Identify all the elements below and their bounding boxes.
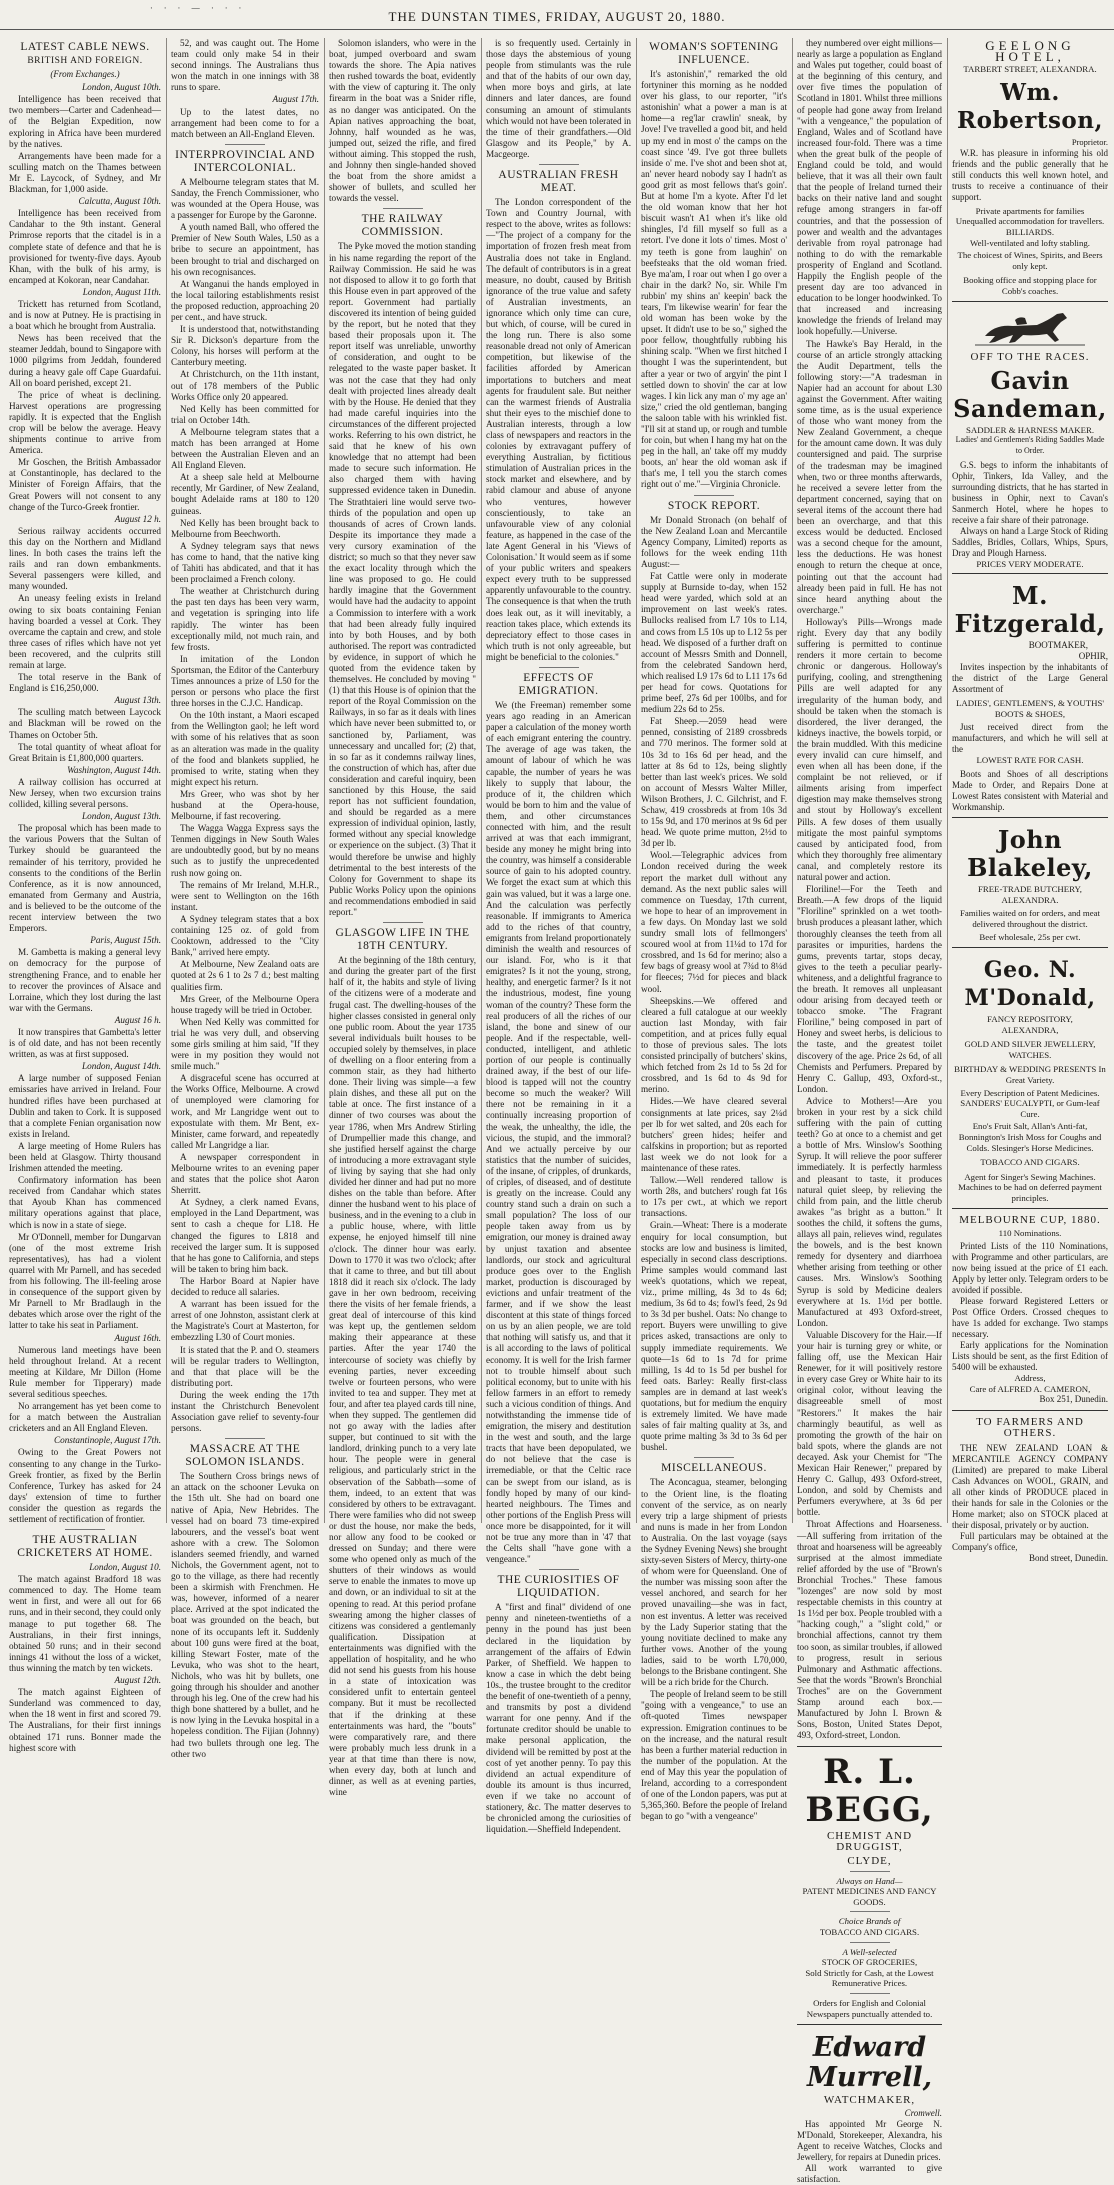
ad-fitzgerald-line: LOWEST RATE FOR CASH.: [976, 755, 1084, 766]
paragraph: The Harbor Board at Napier have decided to reduce all salaries.: [171, 1275, 319, 1298]
ad-murrell-text: Has appointed Mr George N. M'Donald, Storekeeper, Alexandra, his Agent to receive Watches, Clocks and Jewellery, for repairs at Dunedin prices.: [797, 2119, 942, 2163]
ad-races-head: OFF TO THE RACES.: [970, 350, 1090, 363]
dateline: August 16th.: [114, 1332, 161, 1343]
ad-begg-line: A Well-selected: [842, 1946, 897, 1957]
ad-farmers-head: TO FARMERS AND OTHERS.: [976, 1415, 1084, 1439]
ad-races: [952, 301, 1108, 363]
ad-geelong-line: Booking office and stopping place for Cobb's coaches.: [963, 275, 1097, 297]
ad-murrell-town: Cromwell.: [904, 2108, 942, 2119]
paragraph: Tallow.—Well rendered tallow is worth 28s, and butchers' rough fat 16s to 17s per cwt., at which we report transactions.: [641, 1175, 787, 1219]
ad-begg-name: R. L. BEGG,: [805, 1752, 934, 1831]
masthead: [0, 0, 1114, 30]
ad-geelong-line: Private apartments for families: [975, 205, 1085, 216]
paragraph: At Christchurch, on the 11th instant, out of 178 members of the Public Works Office only 20 appeared.: [171, 369, 319, 402]
paragraph: Valuable Discovery for the Hair.—If your hair is turning grey or white, or falling off, use the Mexican Hair Renewer, for it will positively restore in every case Grey or White hair to its original color, without leaving the disagreeable smell of most "Restorers." It makes the hair charmingly beautiful, as well as promoting the growth of the hair on bald spots, where the glands are not decayed. Ask your Chemist for "The Mexican Hair Renewer," prepared by Henry C. Gallup, 493 Oxford-street, London, and sold by Chemists and Perfumers everywhere, at 3s 6d per bottle.: [797, 1329, 942, 1518]
ad-geelong-line: Well-ventilated and lofty stabling.: [970, 237, 1090, 248]
ad-fitzgerald-line: Just received direct from the manufacturers, and which he will sell at the: [952, 722, 1108, 755]
ad-mcdonald-town: ALEXANDRA,: [1001, 1024, 1059, 1035]
paragraph: Confirmatory information has been received from Candahar which states that Ayoub Khan has commenced military operations against that place, which is now in a state of siege.: [9, 1175, 161, 1230]
dateline: Washington, August 14th.: [67, 764, 161, 775]
paragraph: The remains of Mr Ireland, M.H.R., were sent to Wellington on the 16th instant.: [171, 879, 319, 912]
column-rule: [792, 38, 793, 1523]
paragraph: Up to the latest dates, no arrangement had been come to for a match between an All-England Eleven.: [171, 106, 319, 139]
section-rule: [850, 1993, 890, 1994]
ad-cup-address: Address,: [1014, 1373, 1046, 1384]
ad-cup-text: Printed Lists of the 110 Nominations, with Programme and other particulars, are now being issued at the price of £1 each. Apply by letter only. Telegram orders to be avoided if possible.: [952, 1241, 1108, 1296]
ad-cup-address: Care of ALFRED A. CAMERON,: [969, 1383, 1091, 1394]
subhead-exchanges: (From Exchanges.): [50, 69, 120, 80]
paragraph: Owing to the Great Powers not consenting to any change in the Turko-Greek frontier, as fixed by the Berlin Conference, Turkey has asked for 24 days' extension of time to further consider the question as regards the settlement of rectification of frontier.: [9, 1447, 161, 1524]
column-rule: [481, 38, 482, 1523]
ad-blakeley-trade: FREE-TRADE BUTCHERY,: [978, 884, 1082, 895]
paragraph: When Ned Kelly was committed for trial he was very dull, and observing some girls smiling at him said, "If they were in my position they would not smile much.": [171, 1016, 319, 1072]
paragraph: A railway collision has occurred at New Jersey, when two excursion trains collided, killing several persons.: [9, 776, 161, 810]
ad-sandeman-name: Gavin Sandeman,: [953, 365, 1107, 423]
paragraph: Serious railway accidents occurred this day on the Northern and Midland lines. In both cases the trains left the rails and ran down embankments. Several passengers were killed, and many wounded.: [9, 525, 161, 592]
ad-mcdonald-trade: FANCY REPOSITORY,: [987, 1014, 1073, 1025]
column-3: [329, 38, 476, 1798]
section-rule: [539, 1569, 579, 1570]
paragraph: No arrangement has yet been come to for a match between the Australian cricketers and an All England Eleven.: [9, 1401, 161, 1434]
ad-fitzgerald-line: LADIES', GENTLEMEN'S, & YOUTHS' BOOTS & SHOES,: [956, 698, 1104, 719]
paragraph: The proposal which has been made to the various Powers that the Sultan of Turkey should be guaranteed the remainder of his territory, provided he consents to the conditions of the Berlin Conference, as it is now announced, emanated from Germany and Austria, and is believed to be the outcome of the recent interview between the two Emperors.: [9, 823, 161, 934]
ad-geelong-text: W.R. has pleasure in informing his old friends and the public generally that he still conducts this well known hotel, and trusts to receive a continuance of their support.: [952, 147, 1108, 202]
paragraph: At the beginning of the 18th century, and during the greater part of the first half of it, the habits and style of living of the citizens were of a moderate and frugal cast. The dwelling-houses of the higher classes consisted in general only one public room. About the year 1735 several individuals built houses to be occupied solely by themselves, in place of dwelling on a floor entering from a common stair, as they had hitherto done. Their living was simple—a few plain dishes, and these all put on the table at once. The first instance of a dinner of two courses was about the year 1786, when Mrs Andrew Stirling of Drumpellier made this change, and she justified herself against the charge of introducing a more extravagant style of living by saying that she had only divided her dinner and had put no more dishes on the table than before. After dinner the husband went to his place of business, and in the evening to a club in a public house, where, with little expense, he enjoyed himself till nine o'clock. The dinner hour was early. Down to 1770 it was two o'clock; after that it came to three, and but till about 1818 did it reach six o'clock. The lady gave in her own bedroom, receiving there the visits of her female friends, a great deal of intercourse of this kind was kept up, the gentlemen seldom making their appearance at these parties. After the year 1740 the intercourse of society was chiefly by evening parties, never exceeding twelve or fourteen persons, who were invited to tea and supper. They met at four, and after tea played cards till nine, when they supped. The gentlemen did not go away with the ladies after supper, but continued to sit with the landlord, drinking punch to a very late hour. The people were in general religious, and particularly strict in the observation of the Sabbath—some of them, indeed, to an extent that was considered by others to be extravagant. There were families who did not sweep or dust the house, nor make the beds, nor allow any food to be cooked or dressed on Sunday; and there were some who opened only as much of the shutters of their windows as would serve to enable the inmates to move up and down, or an individual to sit at the opening to read. At this period profane swearing among the higher classes of citizens was considered a gentlemanly qualification. Dissipation at entertainments was dignified with the appellation of hospitality, and he who did not send his guests from his house in a state of intoxication was considered unfit to entertain genteel company. But it must be recollected that if the drinking at these entertainments was hard, the "bouts" were comparatively rare, and there were probably much less drunk in a year at that time than there is now, when every day, both at lunch and dinner, as well as at evening parties, wine: [329, 955, 476, 1798]
ad-geelong-title: GEELONG HOTEL,: [985, 38, 1075, 65]
ad-nzloan-address: Bond street, Dunedin.: [1029, 1552, 1108, 1563]
ad-farmers: [952, 1410, 1108, 1564]
ad-fitzgerald-trade: BOOTMAKER,: [1028, 640, 1088, 651]
paragraph: It's astonishin'," remarked the old fortyniner this morning as he nodded over his glass, to our reporter, "it's astonishin' what a power a man is at home—a reg'lar crawlin' sneak, by Jove! I've travelled a good bit, and held up my end in most o' the camps on the coast since '49. I've got three bullets inside o' me. I've shot and been shot at, an' never heard nobody say I hadn't as good grit as most fellows that's goin'. But at home I'm a kyote. After I'd let the old woman know that her hot biscuit wasn't A1 when it's like old shingles, I'd fill myself so full as a retort. I've done it lots o' times. Most o' my teeth is gone from laughin' on beefsteaks that the old woman fried. Bye ma'am, I roar out when I go over a chair in the dark? No, sir. While I'm rubbin' my shins an' keepin' back the tears, I'm likewise wearin' for fear the old woman has been woke by the upset. It didn't use to be so," sighed the poor fellow, thoughtfully rubbing his shining scalp. "When we first hitched I thought I was the superintendent, but after a year or two of argyin' the pint I settled down to shovin' the car at low wages. I kin lick any man o' my age an' size," cried the old gentleman, banging the saloon table with his wrinkled fist. "I'll sit at stand up, or rough and tumble for coin, but when I hang my hat on the peg in the hall, an' take off my muddy boots, an' hear the old woman ask if that's me, I tell you the starch comes right out o' me."—Virginia Chronicle.: [641, 69, 788, 490]
dateline: Paris, August 15th.: [90, 935, 161, 946]
ad-cup-text: Early applications for the Nomination Lists should be sent, as the first Edition of 5400 will be exhausted.: [952, 1340, 1108, 1373]
ad-begg: [797, 1753, 942, 2019]
section-rule: [225, 1438, 265, 1439]
paragraph: Grain.—Wheat: There is a moderate enquiry for local consumption, but stocks are low and business is limited, especially in second class descriptions. Prime samples would command last week's quotations, which we repeat, viz., prime milling, 4s 3d to 4s 6d; medium, 3s 6d to 4s; fowl's feed, 2s 9d to 3s 3d per bushel. Oats: No change to report. Buyers were unwilling to give prices asked, transactions are only to supply immediate requirements. We quote—1s 6d to 1s 7d for prime milling, 1s 4d to 1s 5d per bushel for feed oats. Barley: Really first-class samples are in demand at last week's quotations, but for medium the enquiry is extremely limited. We have made sales of fair malting quality at 3s, and quote prime malting 3s 3d to 3s 6d per bushel.: [641, 1220, 787, 1453]
ad-begg-line: Always on Hand—: [836, 1875, 903, 1886]
ad-murrell: [797, 2033, 942, 2185]
ad-sandeman-price: PRICES VERY MODERATE.: [976, 558, 1084, 569]
section-rule: [850, 1942, 890, 1943]
racehorse-icon: [975, 310, 1085, 348]
paragraph: Fat Sheep.—2059 head were penned, consisting of 2189 crossbreds and 770 merinos. The former sold at 10s 3d to 16s 6d per head, and the latter at 8s 6d to 12s, being slightly better than last week's prices. We sold on account of Messrs Walter Miller, Wilson Brothers, J. C. Gilchrist, and F. Schaw, 419 crossbreds at from 10s 3d to 15s 9d, and 170 merinos at 9s 6d per head. We quote prime mutton, 2½d to 3d per lb.: [641, 716, 787, 849]
ad-murrell-name: Edward Murrell,: [806, 2032, 933, 2094]
ad-fitzgerald-town: OPHIR,: [1078, 651, 1108, 662]
paragraph: Mrs Greer, of the Melbourne Opera house tragedy will be tried in October.: [171, 993, 319, 1015]
headline-miscellaneous: MISCELLANEOUS.: [661, 1462, 767, 1475]
column-rule: [324, 38, 325, 1523]
paragraph: A Sydney telegram says that news has come to hand, that the native king of Tahiti has abdicated, and that it has been proclaimed a French colony.: [171, 540, 319, 585]
ad-mcdonald-line: Every Description of Patent Medicines. SANDERS' EUCALYPTI, or Gum-leaf Cure.: [960, 1087, 1100, 1119]
ad-begg-line: Orders for English and Colonial Newspapers punctually attended to.: [806, 1997, 933, 2019]
ad-blakeley: [952, 817, 1108, 943]
ad-fitzgerald: [952, 573, 1108, 813]
column-rule: [166, 38, 167, 1523]
dateline: August 13th.: [114, 695, 161, 706]
paragraph: We (the Freeman) remember some years ago reading in an American paper a calculation of the money worth of each emigrant entering the country. The average of age was taken, the amount of labour of which he was capable, the number of years he was likely to supply that labour, the produce of it, the children which would be born to him and the value of them, and other circumstances connected with him, and the result arrived at was that each immigrant, beside any money he might bring into the country, was himself a considerable source of gain to his adopted country. We forget the exact sum at which this gain was valued, but it was a large one. And the calculation was perfectly reasonable. If immigrants to America add to the riches of that country, emigrants from Ireland proportionately diminish the wealth and resources of our island. For, who is it that emigrates? Is it not the young, strong, healthy, and energetic farmer? Is it not the industrious, modest, fine young woman of the country? These form the real producers of all the riches of our island, the bone and sinew of our people. And if the respectable, well-conducted, intelligent, and athletic portion of our people is continually drained away, if the best of our life-blood is tapped will not the country become so much the weaker? Will there not be remaining in it a continually increasing proportion of the weak, the unhealthy, the idle, the vicious, the stupid, and the immoral? And we actually perceive by our statistics that the number of suicides, of the insane, of cripples, of drunkards, of criples, of diseased, and of destitute is greatly on the increase. Could any country stand such a drain on such a small population? The loss of our people taken away from us by emigration, our money is drained away by unjust taxation and absentee landlords, our stock and agricultural produce goes over to the English market, production is discouraged by evictions and unfair treatment of the farmer, and if we show the least discontent at this state of things forced on us by an alien people, we are told that nothing will satisfy us, and that it is all according to the laws of political economy. It is well for the Irish farmer not to trouble himself about such political economy, but to unite with his fellow farmers in an effort to remedy such a vicious condition of things. And notwithstanding the immense tide of emigration, the misery and destitution in the west and south, and the large tracts that have been depopulated, we do not believe that the case is irremediable, or that the Celtic race can be swept from our island, as is fondly hoped by many of our kind-hearted neighbours. The Times and other portions of the English Press will once more be disappointed, for it will not be true any more than in '47 that the Celts shall "have gone with a vengeance.": [486, 699, 631, 1565]
paragraph: The Aconcagua, steamer, belonging to the Orient line, is the floating convent of the service, as on nearly every trip a large shipment of priests and nuns is made in her from London to Australia. On the last voyage (says the Sydney Evening News) she brought sixty-seven Sisters of Mercy, thirty-one of whom were for Queensland. One of the number was missing soon after the vessel anchored, and search for her proved unavailing—she was in fact, non est inventus. A letter was received by the Lady Superior stating that the young novitiate declined to make any further vows. Another of the young ladies, said to be worth L70,000, belongs to the Brisbane contingent. She will be a rich bride for the Church.: [641, 1477, 787, 1688]
headline-railway-commission: THE RAILWAY COMMISSION.: [361, 213, 444, 239]
ad-sandeman-text: Always on hand a Large Stock of Riding Saddles, Bridles, Collars, Whips, Spurs, Dray and Plough Harness.: [952, 525, 1108, 558]
column-rule: [636, 38, 637, 1523]
paragraph: A "first and final" dividend of one penny and nineteen-twentieths of a penny in the pound has just been declared in the liquidation by arrangement of the affairs of Edwin Parker, of Sheffield. We happen to know a case in which the debt being 10s., the trustee brought to the creditor the benefit of one-twentieth of a penny, and transmits by post a dividend warrant for one penny. And if the fortunate creditor should be unable to make personal application, the dividend will be remitted by post at the cost of yet another penny. To pay this dividend an actual expenditure of double its amount is thus incurred, even if we take no account of stationery, &c. The matter deserves to be chronicled among the curiosities of liquidation.—Sheffield Independent.: [486, 1602, 631, 1835]
headline-massacre: MASSACRE AT THE SOLOMON ISLANDS.: [185, 1443, 305, 1469]
ad-blakeley-name: John Blakeley,: [967, 825, 1093, 883]
paragraph: The Southern Cross brings news of an attack on the schooner Levuka on the 15th ult. She had on board one native of Apia, New Hebrides. The vessel had on board 73 time-expired labourers, and the vessel's boat went ashore with a crew. The Solomon islanders seemed friendly, and warned Nichols, the Government agent, not to go to the village, as there had recently been a skirmish with Frenchmen. He was, however, informed of a nearer place. Arrived at the spot indicated the boat was grounded on the beach, but none of its occupants left it. Suddenly about 100 guns were fired at the boat, killing Stewart Foster, mate of the Levuka, who was shot to the heart, Nichols, who was hit by bullets, one going through his shoulder and another through his leg. One of the crew had his thigh bone shattered by a bullet, and he is now lying in the Levuka hospital in a hopeless condition. The Fijian (Johnny) had two bullets through one leg. The other two: [171, 1471, 319, 1759]
paragraph: It is understood that, notwithstanding Sir R. Dickson's departure from the Colony, his horses will perform at the Canterbury meeting.: [171, 324, 319, 368]
ad-sandeman-sub: Ladies' and Gentlemen's Riding Saddles Made to Order.: [955, 435, 1105, 455]
paragraph: Intelligence has been received from Candahar to the 9th instant. General Primrose reports that the citadel is in a complete state of defence and that he is provisioned for twenty-five days. Ayoub Khan, with the bulk of his army, is encamped at Kokoran, near Candahar.: [9, 208, 161, 285]
paragraph: A Melbourne telegram states that M. Sanday, the French Commissioner, who was wounded at the Opera House, was a passenger for Europe by the Garonne.: [171, 176, 319, 221]
dateline: Constantinople, August 17th.: [53, 1435, 161, 1446]
paragraph: The total reserve in the Bank of England is £16,250,000.: [9, 672, 161, 694]
paragraph: At Sydney, a clerk named Evans, employed in the Land Department, was sent to cash a cheque for L18. He changed the figures to L818 and received the larger sum. It is supposed that he has gone to California, and steps will be taken to bring him back.: [171, 1197, 319, 1274]
paragraph: The Wagga Wagga Express says the Tenmen diggings in New South Wales are undoubtedly good, but by no means such as to justify the unprecedented rush now going on.: [171, 823, 319, 878]
ad-rule: [797, 1746, 942, 1747]
ad-begg-line: Choice Brands of: [838, 1916, 901, 1927]
paragraph: Advice to Mothers!—Are you broken in your rest by a sick child suffering with the pain of cutting teeth? Go at once to a chemist and get a bottle of Mrs. Winslow's Soothing Syrup. It will relieve the poor sufferer immediately. It is perfectly harmless and pleasant to taste, it produces natural quiet sleep, by relieving the child from pain, and the little cherub awakes "as bright as a button." It soothes the child, it softens the gums, allays all pain, relieves wind, regulates the bowels, and is the best known remedy for dysentery and diarrhoea whether arising from teething or other causes. Mrs. Winslow's Soothing Syrup is sold by Medicine dealers everywhere at 1s. 1½d per bottle. Manufactured at 493 Oxford-street, London.: [797, 1095, 942, 1328]
paragraph: is so frequently used. Certainly in those days the abstemious of young people from stimulants was the rule and that of the habits of our own day, when more boys and girls, at late dinners and later dances, are found consuming an amount of stimulants which would not have been tolerated in the time of their grandfathers.—Old Glasgow and its People," by A. Macgeorge.: [486, 38, 631, 159]
column-6: [797, 38, 942, 2185]
dateline: August 12 h.: [114, 513, 161, 524]
ad-rule: [797, 2024, 942, 2025]
column-4: [486, 38, 631, 1835]
dateline: London, August 10th.: [82, 82, 161, 93]
ad-geelong-line: The choicest of Wines, Spirits, and Beers only kept.: [957, 250, 1103, 271]
headline-womans-influence: WOMAN'S SOFTENING INFLUENCE.: [649, 41, 779, 66]
paragraph: During the week ending the 17th instant the Christchurch Benevolent Association gave relief to seventy-four persons.: [171, 1389, 319, 1434]
headline-cricketers: THE AUSTRALIAN CRICKETERS AT HOME.: [17, 1534, 153, 1560]
column-2: [171, 38, 319, 1759]
paragraph: The price of wheat is declining. Harvest operations are progressing rapidly. It is expected that the English crop will be below the average. Heavy shipments continue to arrive from America.: [9, 389, 161, 456]
paragraph: News has been received that the steamer Jeddah, bound to Singapore with 1000 pilgrims from Jeddah, foundered during a heavy gale off Cape Guardafui. All on board perished, except 21.: [9, 333, 161, 388]
newspaper-title: THE DUNSTAN TIMES, FRIDAY, AUGUST 20, 1880.: [388, 9, 726, 24]
ad-fitzgerald-text: Invites inspection by the inhabitants of the district of the Large General Assortment of: [952, 662, 1108, 695]
paragraph: The Pyke moved the motion standing in his name regarding the report of the Railway Commission. He said he was not disposed to allow it to go forth that this House even in part approved of the report. Government had partially discovered its intention of being guided by the report, but he noted that they based their proposals upon it. The report itself was unreliable, unworthy of consideration, and ought to be relegated to the waste paper basket. It was not the case that they had only dealt with projected lines already dealt with by the House. He denied that they had made careful inquiries into the circumstances of the different projected works. Referring to his own district, he said that he knew of his own knowledge that no attempt had been made to secure such information. He also charged them with having suppressed evidence taken in Dunedin. The Strathtaieri line would serve two-thirds of the population and open up thousands of acres of Crown lands. Despite its importance they made a very cursory examination of the district; so much so that they never saw the exact locality through which the line was proposed to go. He could hardly imagine that the Government would have had the audacity to appoint a Commission to interfere with a work that had been already fully inquired into by both Houses, and by both authorised. The report was contradicted by evidence, in support of which he quoted from the evidence taken by themselves. He concluded by moving "(1) that this House is of opinion that the report of the Royal Commission on the Railways, in so far as it deals with lines which have never been submitted to, or sanctioned by, Parliament, was unnecessary and uncalled for; (2) that, in so far as it condemns railway lines, the construction of which has, after due consideration and careful inquiry, been sanctioned by this House, the said report has not sufficient foundation, and should be regarded as a mere expression of individual opinion, lastly, formed without any special knowledge or experience on the subject. (3) That it would therefore be unwise and highly detrimental to the best interests of the Colony for Government to shape its Public Works Policy upon the opinions and recommendations embodied in said report.": [329, 241, 476, 918]
paragraph: The weather at Christchurch during the past ten days has been very warm, and vegetation is springing into life rapidly. The winter has been exceptionally mild, not much rain, and few frosts.: [171, 586, 319, 652]
paragraph: A large number of supposed Fenian emissaries have arrived in Ireland. Four hundred rifles have been purchased at Dublin and taken to Cork. It is supposed that a complete Fenian organisation now exists in Ireland.: [9, 1073, 161, 1139]
ad-begg-line: TOBACCO AND CIGARS.: [819, 1927, 920, 1937]
headline-cable-news: LATEST CABLE NEWS.: [20, 41, 150, 53]
headline-interprovincial: INTERPROVINCIAL AND INTERCOLONIAL.: [175, 148, 315, 174]
paragraph: The match against Eighteen of Sunderland was commenced to day, when the 18 went in first and scored 79. The Australians, for their first innings obtained 171 runs. Bonner made the highest score with: [9, 1687, 161, 1753]
ad-geelong-line: Unequalled accommodation for travellers.: [955, 216, 1105, 227]
paragraph: A youth named Ball, who offered the Premier of New South Wales, L50 as a bribe to secure an appointment, has been brought to trial and discharged on his own recognisances.: [171, 222, 319, 277]
paragraph: Solomon islanders, who were in the boat, jumped overboard and swam towards the shore. The Apia natives then rushed towards the boat, evidently with the view of capturing it. The only firearm in the boat was a Snider rifle, as no danger was anticipated. On the Apian natives approaching the boat, Johnny, half wounded as he was, jumped out, seized the rifle, and fired without aiming. This stopped the rush, and Johnny then single-handed shoved the boat from the shore amidst a shower of bullets, and sculled her towards the vessel.: [329, 38, 476, 204]
paragraph: 52, and was caught out. The Home team could only make 54 in their second innings. The Australians thus won the match in one innings with 38 runs to spare.: [171, 38, 319, 93]
ad-blakeley-line: Families waited on for orders, and meat delivered throughout the district.: [960, 908, 1100, 929]
paragraph: The match against Bradford 18 was commenced to day. The Home team went in first, and were all out for 66 runs, and in their second, they could only manage to put together 68. The Australians, in their first innings, obtained 50 runs; and in their second innings 41 without the loss of a wicket, thus winning the match by ten wickets.: [9, 1574, 161, 1673]
paragraph: In imitation of the London Sportsman, the Editor of the Canterbury Times announces a prize of L50 for the person or persons who place the first three horses in the C.J.C. Handicap.: [171, 653, 319, 709]
dateline: London, August 10.: [89, 1562, 161, 1573]
ad-mcdonald-name: Geo. N. M'Donald,: [964, 957, 1096, 1012]
paragraph: A Sydney telegram states that a box containing 125 oz. of gold from Cooktown, addressed to the "City Bank," arrived here empty.: [171, 913, 319, 958]
paragraph: A newspaper correspondent in Melbourne writes to an evening paper and states that the police shot Aaron Sherritt.: [171, 1151, 319, 1196]
paragraph: On the 10th instant, a Maori escaped from the Wellington gaol; he left word with some of his relatives that as soon as an alteration was made in the quality of the food and blankets supplied, he promised to write, stating when they might expect his return.: [171, 710, 319, 787]
paragraph: M. Gambetta is making a general levy on democracy for the purpose of strengthening France, and to enable her to recover the provinces of Alsace and Lorraine, which they lost during the last war with the Germans.: [9, 947, 161, 1013]
headline-liquidation: THE CURIOSITIES OF LIQUIDATION.: [497, 1574, 620, 1600]
paragraph: Fat Cattle were only in moderate supply at Burnside to-day, when 152 head were yarded, which sold at an improvement on last week's rates. Bullocks realised from L7 10s to L14, and cows from L5 10s up to L12 5s per head. We disposed of a further draft on account of Messrs Smith and Donnell, from the celebrated Sandown herd, which realised L9 17s 6d to L11 17s 6d per head for cows. Quotations for prime beef, 27s 6d per 100lbs, and for medium 22s 6d to 25s.: [641, 571, 787, 715]
ad-cup-address: Box 251, Dunedin.: [1039, 1394, 1108, 1405]
ad-begg-trade: CHEMIST AND DRUGGIST,: [826, 1830, 913, 1854]
subhead-british-foreign: BRITISH AND FOREIGN.: [27, 56, 143, 66]
ad-cup-text: Please forward Registered Letters or Post Office Orders. Crossed cheques to have 1s added for exchange. Two stamps necessary.: [952, 1296, 1108, 1340]
paragraph: A warrant has been issued for the arrest of one Johnston, assistant clerk at the Magistrate's Court at Masterton, for embezzling L30 of Court monies.: [171, 1299, 319, 1343]
ad-blakeley-town: ALEXANDRA.: [1001, 894, 1059, 905]
ad-blakeley-line: Beef wholesale, 25s per cwt.: [979, 932, 1081, 943]
column-1: [9, 38, 161, 1753]
paragraph: Ned Kelly has been committed for trial on October 14th.: [171, 403, 319, 425]
paragraph: A Melbourne telegram states that a match has been arranged at Home between the Australian Eleven and an All England Eleven.: [171, 426, 319, 471]
paragraph: Wool.—Telegraphic advices from London received during the week report the market dull without any demand. As the next public sales will commence on Tuesday, 17th current, we hope to hear of an improvement in a few days. On Monday last we sold sundry small lots of fellmongers' scoured wool at from 11¼d to 17d for crossbred, and 1s 6d for merino; also a few bags of greasy wool at 7¾d to 8¼d for fleeces; 7½d for pieces and black wool.: [641, 850, 787, 994]
section-rule: [65, 1529, 105, 1530]
section-rule: [694, 495, 734, 496]
section-rule: [850, 1911, 890, 1912]
paragraph: The London correspondent of the Town and Country Journal, with respect to the above, writes as follows:—"The project of a company for the importation of frozen fresh meat from Australia does not take in England. The default of contributors is in a great measure, no doubt, caused by British ignorance of the true value and safety of Australian investments, an ignorance which only time can cure, but which, of course, will be cured in the long run. There is also some reasonable dread not only of American competition, but likewise of the facilities afforded by American importations to butchers and meat agents for fraudulent sale. But neither can the warmest friends of Australia shut their eyes to the mischief done to Australian interests, through a low class of newspapers and reactors in the colonies by extravagant puffery of everything Australian, by fictitious stimulation of Australian prices in the stock market and elsewhere, and by rabid clamour and abuse of anyone who ventures, however conscientiously, to take an unfavourable view of any colonial feature, as happened in the case of the late Agent General in his 'Views of Colonisation.' It would seem as if some of your public writers and speakers expect every truth to be suppressed apparently unfavourable to the country. The consequence is that when the truth does leak out, as it will inevitably, a reaction takes place, which extends its depreciatory effect to those cases in which truth is not only agreeable, but might be beneficial to the colonies.": [486, 197, 631, 662]
paragraph: Floriline!—For the Teeth and Breath.—A few drops of the liquid "Floriline" sprinkled on a wet tooth-brush produces a pleasant lather, which thoroughly cleanses the teeth from all parasites or impurities, hardens the gums, prevents tartar, stops decay, gives to the teeth a peculiar pearly-whiteness, and a delightful fragrance to the breath. It removes all unpleasant odour arising from decayed teeth or tobacco smoke. "The Fragrant Floriline," being composed in part of Honey and sweet herbs, is delicious to the taste, and the greatest toilet discovery of the age. Price 2s 6d, of all Chemists and Perfumers. Prepared by Henry C. Gallup, 493, Oxford-st., London.: [797, 884, 942, 1094]
paragraph: Intelligence has been received that two members—Carter and Cadenhead—of the Belgian Expedition, now exploring in Africa have been murdered by the natives.: [9, 94, 161, 149]
ad-begg-line: PATENT MEDICINES AND FANCY GOODS.: [802, 1886, 937, 1907]
paragraph: Holloway's Pills—Wrongs made right. Every day that any bodily suffering is permitted to continue renders it more certain to become chronic or dangerous. Holloway's purifying, cooling, and strengthening Pills are well adapted for any irregularity of the human body, and should be taken when the stomach is disordered, the liver deranged, the kidneys inactive, the bowels torpid, or the brain muddled. With this medicine every invalid can cure himself, and even when all has been done, if the complaint be not relieved, or if ailments arising from imperfect digestion may make themselves strong and stout by Holloway's excellent Pills. A few doses of them usually mitigate the most painful symptoms caused by anticipated food, from which they thoroughly free alimentary canal, and completely restore its natural power and action.: [797, 616, 942, 883]
section-rule: [225, 144, 265, 145]
dateline: August 16 h.: [114, 1014, 161, 1025]
ad-murrell-text: All work warranted to give satisfaction.: [797, 2163, 942, 2185]
section-rule: [850, 1871, 890, 1872]
ad-sandeman-trade: SADDLER & HARNESS MAKER.: [965, 424, 1095, 435]
paragraph: At a sheep sale held at Melbourne recently, Mr Gardiner, of New Zealand, bought Adelaide rams at 180 to 120 guineas.: [171, 472, 319, 516]
paragraph: Sheepskins.—We offered and cleared a full catalogue at our weekly auction last Monday, with fair competition, and at prices fully equal to those of previous sales. The lots consisted principally of butchers' skins, which fetched from 2s 1d to 5s 2d for crossbred, and 1s 6d to 4s 9d for merino.: [641, 995, 787, 1095]
dateline: London, August 11th.: [82, 286, 161, 297]
paragraph: At Wanganui the hands employed in the local tailoring establishments resist the proposed reduction, approaching 20 per cent., and have struck.: [171, 278, 319, 322]
ad-begg-line: Sold Strictly for Cash, at the Lowest Remunerative Prices.: [805, 1967, 934, 1989]
dateline: August 17th.: [272, 94, 319, 105]
column-5: [641, 38, 788, 1822]
ad-mcdonald-line: GOLD AND SILVER JEWELLERY, WATCHES.: [964, 1039, 1096, 1060]
paragraph: It is stated that the P. and O. steamers will be regular traders to Wellington, and that that place will be the distributing port.: [171, 1344, 319, 1388]
paragraph: The sculling match between Laycock and Blackman will be rowed on the Thames on October 5th.: [9, 707, 161, 740]
section-rule: [383, 208, 423, 209]
ad-geelong-name: Wm. Robertson,: [957, 78, 1103, 134]
ad-mcdonald: [952, 947, 1108, 1204]
headline-fresh-meat: AUSTRALIAN FRESH MEAT.: [498, 169, 619, 195]
ad-sandeman-text: G.S. begs to inform the inhabitants of Ophir, Tinkers, Ida Valley, and the surrounding districts, that he has started in business in Ophir, next to Cavan's Sanmerch Hotel, where he hopes to receive a fair share of their patronage.: [952, 459, 1108, 525]
headline-glasgow-life: GLASGOW LIFE IN THE 18TH CENTURY.: [335, 927, 470, 953]
paragraph: Ned Kelly has been brought back to Melbourne from Beechworth.: [171, 517, 319, 539]
section-rule: [694, 1457, 734, 1458]
paragraph: An uneasy feeling exists in Ireland owing to six boats containing Fenian having boarded a vessel at Cork. They overcame the captain and crew, and stole three cases of rifles which have not yet been recovered, and the culprits still remain at large.: [9, 593, 161, 670]
headline-stock-report: STOCK REPORT.: [667, 499, 761, 512]
ad-fitzgerald-name: M. Fitzgerald,: [954, 581, 1106, 639]
ad-mcdonald-line: Agent for Singer's Sewing Machines. Machines to be had on deferred payment principles.: [958, 1171, 1102, 1203]
paragraph: Mr Goschen, the British Ambassador at Constantinople, has declared to the Minister of Foreign Affairs, that the Great Powers will not consent to any change of the Turco-Greek frontier.: [9, 457, 161, 512]
ad-fitzgerald-line: Boots and Shoes of all descriptions Made to Order, and Repairs Done at Lowest Rates consistent with Material and Workmanship.: [952, 769, 1108, 813]
paragraph: A large meeting of Home Rulers has been held at Glasgow. Thirty thousand Irishmen attended the meeting.: [9, 1140, 161, 1174]
ad-geelong-line: BILLIARDS.: [1005, 227, 1055, 238]
paragraph: The Hawke's Bay Herald, in the course of an article strongly attacking the Audit Department, tells the following story:—"A tradesman in Napier had an account for about L30 against the Government. After waiting some time, as is the usual experience of those who want money from the New Zealand Government, a cheque for the amount came down. It was duly countersigned and paid. The surprise of the tradesman may be imagined when, two or three months afterwards, he received a severe letter from the department concerned, saying that on several items of the account there had been an overcharge, and that this excess would be deducted. Enclosed was a second cheque for the amount, less the deductions. He was honest enough to return the cheque at once, pointing out that the account had already been paid in full. He has not since heard anything about the overcharge.": [797, 338, 942, 615]
masthead-dots: · · · — · · ·: [150, 4, 246, 14]
paragraph: Arrangements have been made for a sculling match on the Thames between Mr E. Laycock, of Sydney, and Mr Blackman, for 1,000 aside.: [9, 150, 161, 195]
paragraph: The total quantity of wheat afloat for Great Britain is £1,800,000 quarters.: [9, 741, 161, 763]
ad-begg-town: CLYDE,: [847, 1854, 892, 1867]
paragraph: It now transpires that Gambetta's letter is of old date, and has not been recently written, as was at first supposed.: [9, 1026, 161, 1060]
paragraph: Mr Donald Stronach (on behalf of the New Zealand Loan and Mercantile Agency Company, Limited) reports as follows for the week ending 11th August:—: [641, 514, 787, 569]
section-rule: [539, 667, 579, 668]
column-7-ads: [952, 38, 1108, 1563]
ad-nzloan-text: THE NEW ZEALAND LOAN & MERCANTILE AGENCY COMPANY (Limited) are prepared to make Liberal Cash Advances on WOOL, GRAIN, and all other kinds of PRODUCE placed in their hands for sale in the Colonies or the Home market; also on STOCK placed at their disposal, privately or by auction.: [952, 1442, 1108, 1530]
paragraph: Numerous land meetings have been held throughout Ireland. At a recent meeting at Kildare, Mr Dillon (Home Rule member for Tipperary) made several seditious speeches.: [9, 1344, 161, 1399]
ad-geelong-street: TARBERT STREET, ALEXANDRA.: [963, 64, 1097, 75]
ad-cup-sub: 110 Nominations.: [998, 1227, 1062, 1238]
dateline: London, August 14th.: [82, 1061, 161, 1072]
ad-begg-line: STOCK OF GROCERIES,: [821, 1957, 918, 1968]
ad-murrell-trade: WATCHMAKER,: [823, 2094, 916, 2107]
ad-mcdonald-line: TOBACCO AND CIGARS.: [980, 1157, 1080, 1168]
ad-melbourne-cup: [952, 1208, 1108, 1406]
paragraph: Mrs Greer, who was shot by her husband at the Opera-house, Melbourne, if fast recovering.: [171, 788, 319, 822]
ad-geelong-role: Proprietor.: [1071, 136, 1108, 147]
dateline: London, August 13th.: [82, 811, 161, 822]
paragraph: they numbered over eight millions—nearly as large a population as England and Wales put together, could boast of at the beginning of this century, and over five times the population of Scotland in 1801. Whilst three millions of people had gone away from Ireland "with a vengeance," the population of England, Wales and of Scotland have increased four-fold. There was a time when the great bulk of the people of England could be told, and would believe, that it was all their own fault that the people of Ireland turned their backs on their native land and sought refuge among strangers in far-off countries, and that the possession of power and wealth and the advantages derivable from royal patronage had nothing to do with the remarkable prosperity of England and Scotland. Happily the English people of the present day are too advanced in education to be longer hoodwinked. To that increased and increasing knowledge the friends of Ireland may look hopefully.—Universe.: [797, 38, 942, 337]
paragraph: At Melbourne, New Zealand oats are quoted at 2s 6 1 to 2s 7 d.; best malting qualities firm.: [171, 959, 319, 992]
paragraph: Hides.—We have cleared several consignments at late prices, say 2¼d per lb for wet salted, and 20s each for butchers' green hides; heifer and calfskins in proportion; but as reported last week we do not look for a maintenance of these rates.: [641, 1096, 787, 1173]
section-rule: [539, 164, 579, 165]
ad-nzloan-text: Full particulars may be obtained at the Company's office,: [952, 1530, 1108, 1552]
section-rule: [383, 922, 423, 923]
ad-mcdonald-line: Eno's Fruit Salt, Allan's Anti-fat, Bonnington's Irish Moss for Coughs and Colds. Slesinger's Horse Medicines.: [958, 1121, 1102, 1153]
headline-emigration: EFFECTS OF EMIGRATION.: [518, 671, 599, 697]
paragraph: A disgraceful scene has occurred at the Works Office, Melbourne. A crowd of unemployed were clamoring for work, and Mr Langridge went out to expostulate with them. Mr Bent, ex-Minister, came forward, and repeatedly called Mr Langridge a liar.: [171, 1073, 319, 1150]
ad-mcdonald-line: BIRTHDAY & WEDDING PRESENTS In Great Variety.: [954, 1064, 1106, 1085]
paragraph: Throat Affections and Hoarseness.—All suffering from irritation of the throat and hoarseness will be agreeably surprised at the almost immediate relief afforded by the use of "Brown's Bronchial Troches." These famous "lozenges" are now sold by most respectable chemists in this country at 1s 1½d per box. People troubled with a "hacking cough," a "slight cold," or bronchial affections, cannot try them too soon, as similar troubles, if allowed to progress, result in serious Pulmonary and Asthmatic affections. See that the words "Brown's Bronchial Troches" are on the Government Stamp around each box.—Manufactured by John I. Brown & Sons, Boston, United States Depot, 493, Oxford-street, London.: [797, 1519, 942, 1741]
dateline: Calcutta, August 10th.: [78, 196, 161, 207]
paragraph: Trickett has returned from Scotland, and is now at Putney. He is practising in a boat which he brought from Australia.: [9, 298, 161, 332]
paragraph: The people of Ireland seem to be still "going with a vengeance," to use an oft-quoted Times newspaper expression. Emigration continues to be on the increase, and the natural result has been a further material reduction in the number of the population. At the end of May this year the population of Ireland, according to a correspondent of one of the London papers, was put at 5,365,360. Before the people of Ireland began to go "with a vengeance": [641, 1689, 788, 1822]
column-rule: [947, 38, 948, 1523]
ad-cup-title: MELBOURNE CUP, 1880.: [959, 1213, 1101, 1226]
paragraph: Mr O'Donnell, member for Dungarvan (one of the most extreme Irish representatives), has had a violent quarrel with Mr Parnell, and has seceded from his following. The ill-feeling arose in consequence of the support given by Mr Parnell to Mr Bradlaugh in the debates which arose over the right of the latter to take his seat in Parliament.: [9, 1231, 161, 1331]
dateline: August 12th.: [114, 1675, 161, 1686]
